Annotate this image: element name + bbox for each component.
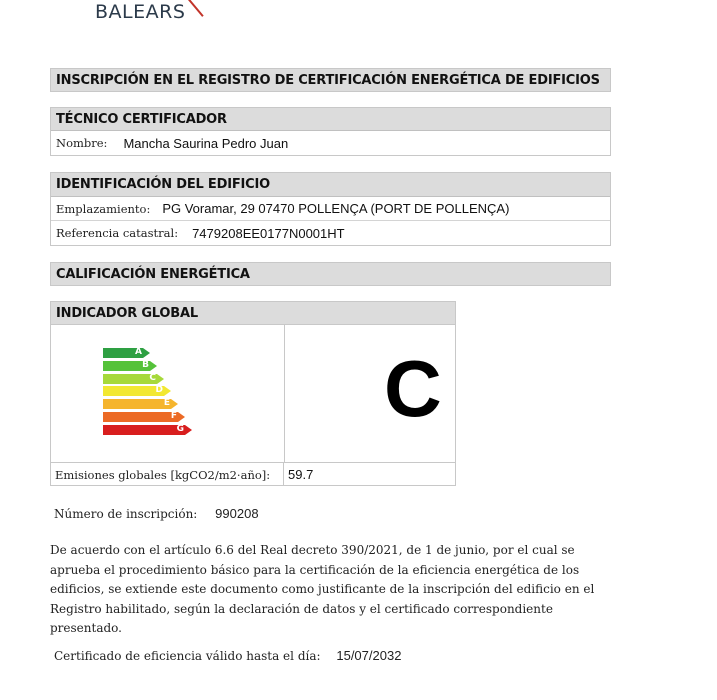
validity-value: 15/07/2032 [336,648,402,663]
building-title: IDENTIFICACIÓN DEL EDIFICIO [51,173,610,197]
emissions-label: Emisiones globales [kgCO2/m2·año]: [55,467,271,482]
rating-result [284,325,456,463]
energy-bar-letter: G [176,423,184,434]
energy-bar-e [103,399,178,409]
building-location-label: Emplazamiento: [56,201,151,216]
validity-row [54,648,401,663]
building-location-value: PG Voramar, 29 07470 POLLENÇA (PORT DE POLLENÇA) [162,201,510,216]
energy-bar-b [103,361,157,371]
energy-bar-letter: F [170,411,177,421]
logo-text: BALEARS [95,1,186,23]
building-cadastral-value: 7479208EE0177N0001HT [192,225,345,241]
registration-label: Número de inscripción: [54,507,198,521]
energy-bar-a [103,348,150,358]
registration-value: 990208 [215,506,259,521]
balears-logo [95,0,199,23]
energy-bar-f [103,412,185,422]
energy-bar-letter: A [135,347,142,357]
legal-paragraph: De acuerdo con el artículo 6.6 del Real decreto 390/2021, de 1 de junio, por el cual se aprueba el procedimiento básico para la certificación de la eficiencia energética de los edificios, se extiende este documento como justificante de la inscripción del edificio en el Registro habilitado, según la declaración de datos y el certificado correspondiente presentado. [50,543,595,635]
technician-name-label: Nombre: [56,136,108,150]
energy-bar-letter: D [155,385,163,396]
building-cadastral-row [51,221,610,245]
energy-bar-letter: B [142,359,149,370]
building-cadastral-label: Referencia catastral: [56,226,179,240]
energy-scale [50,325,285,463]
energy-bar-d [103,386,171,396]
global-indicator-title: INDICADOR GLOBAL [51,302,455,325]
rating-title: CALIFICACIÓN ENERGÉTICA [51,263,610,285]
emissions-row [50,462,456,486]
energy-bar-letter: E [163,398,170,409]
energy-bar-c [103,374,164,384]
technician-name-value: Mancha Saurina Pedro Juan [123,135,289,151]
logo-slash-icon [185,2,199,20]
energy-bar-g [103,425,192,435]
rating-section [50,262,611,286]
rating-graphic-area [50,324,456,463]
technician-title: TÉCNICO CERTIFICADOR [51,108,610,131]
technician-name-row [51,131,610,155]
inscription-section [50,68,611,92]
validity-label: Certificado de eficiencia válido hasta el día: [54,649,321,663]
building-location-row [51,197,610,221]
building-section [50,172,611,246]
energy-bar-letter: C [149,372,156,383]
current-rating-letter: C [384,344,442,433]
technician-section [50,107,611,156]
inscription-title: INSCRIPCIÓN EN EL REGISTRO DE CERTIFICACIÓN ENERGÉTICA DE EDIFICIOS [51,69,610,91]
emissions-value: 59.7 [288,467,314,482]
registration-row [54,506,259,521]
